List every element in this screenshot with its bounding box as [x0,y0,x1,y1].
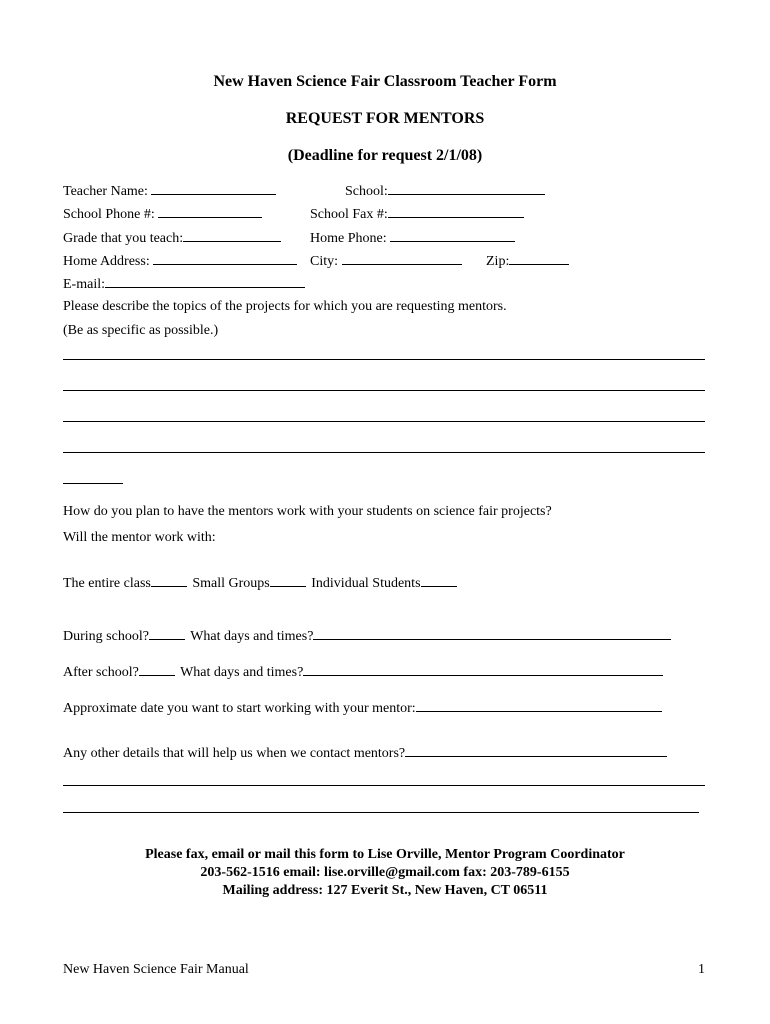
during-days-label: What days and times? [190,629,314,644]
home-address-blank[interactable] [153,251,297,265]
school-field[interactable] [345,181,547,201]
small-groups-blank[interactable] [270,573,306,587]
topics-line-2[interactable] [63,390,705,391]
form-title: New Haven Science Fair Classroom Teacher Form [213,73,557,90]
zip-field[interactable] [486,251,571,271]
other-details-blank[interactable] [405,743,667,757]
entire-class-blank[interactable] [151,573,187,587]
after-days-label: What days and times? [180,665,304,680]
during-school-field [63,626,673,646]
after-school-blank[interactable] [139,662,175,676]
individual-students-blank[interactable] [421,573,457,587]
teacher-name-blank[interactable] [151,181,276,195]
home-phone-blank[interactable] [390,228,515,242]
school-phone-blank[interactable] [158,204,262,218]
school-label: School: [345,184,388,199]
zip-blank[interactable] [509,251,569,265]
school-phone-field[interactable] [63,204,264,224]
grade-label: Grade that you teach: [63,231,184,246]
topics-hint: (Be as specific as possible.) [63,323,219,338]
home-phone-field[interactable] [310,228,517,248]
start-date-blank[interactable] [416,698,662,712]
during-school-blank[interactable] [149,626,185,640]
other-details-field[interactable] [63,743,669,763]
deadline-text: (Deadline for request 2/1/08) [287,147,483,164]
grade-blank[interactable] [183,228,281,242]
home-phone-label: Home Phone: [310,231,387,246]
after-school-field [63,662,665,682]
contact-line-2: 203-562-1516 email: lise.orville@gmail.com fax: 203-789-6155 [200,865,570,880]
email-label: E-mail: [63,277,105,292]
after-days-blank[interactable] [303,662,663,676]
school-fax-field[interactable] [310,204,526,224]
page-number: 1 [698,962,705,977]
email-blank[interactable] [105,274,305,288]
contact-line-1: Please fax, email or mail this form to Lise Orville, Mentor Program Coordinator [145,847,625,862]
home-address-field[interactable] [63,251,299,271]
entire-class-label: The entire class [63,576,151,591]
during-days-blank[interactable] [313,626,671,640]
home-address-label: Home Address: [63,254,150,269]
topics-line-3[interactable] [63,421,705,422]
start-date-field[interactable] [63,698,664,718]
school-fax-blank[interactable] [388,204,524,218]
city-label: City: [310,254,339,269]
plan-question: How do you plan to have the mentors work with your students on science fair projects? [63,504,552,519]
teacher-name-label: Teacher Name: [63,184,148,199]
after-school-label: After school? [63,665,139,680]
topics-line-5[interactable] [63,483,123,484]
city-blank[interactable] [342,251,462,265]
individual-students-label: Individual Students [311,576,421,591]
teacher-name-field[interactable] [63,181,278,201]
school-phone-label: School Phone #: [63,207,155,222]
topics-line-4[interactable] [63,452,705,453]
email-field[interactable] [63,274,307,294]
school-blank[interactable] [388,181,545,195]
footer-manual: New Haven Science Fair Manual [63,962,249,977]
small-groups-label: Small Groups [192,576,270,591]
city-field[interactable] [310,251,464,271]
contact-line-3: Mailing address: 127 Everit St., New Haven, CT 06511 [222,883,548,898]
form-subtitle: REQUEST FOR MENTORS [285,110,485,127]
zip-label: Zip: [486,254,510,269]
topics-prompt: Please describe the topics of the projects for which you are requesting mentors. [63,299,507,314]
details-line-1[interactable] [63,785,705,786]
topics-line-1[interactable] [63,359,705,360]
work-with-label: Will the mentor work with: [63,530,216,545]
start-date-label: Approximate date you want to start working with your mentor: [63,701,416,716]
grade-field[interactable] [63,228,283,248]
school-fax-label: School Fax #: [310,207,388,222]
during-school-label: During school? [63,629,149,644]
group-options [63,573,459,593]
details-line-2[interactable] [63,812,699,813]
other-details-label: Any other details that will help us when we contact mentors? [63,746,406,761]
